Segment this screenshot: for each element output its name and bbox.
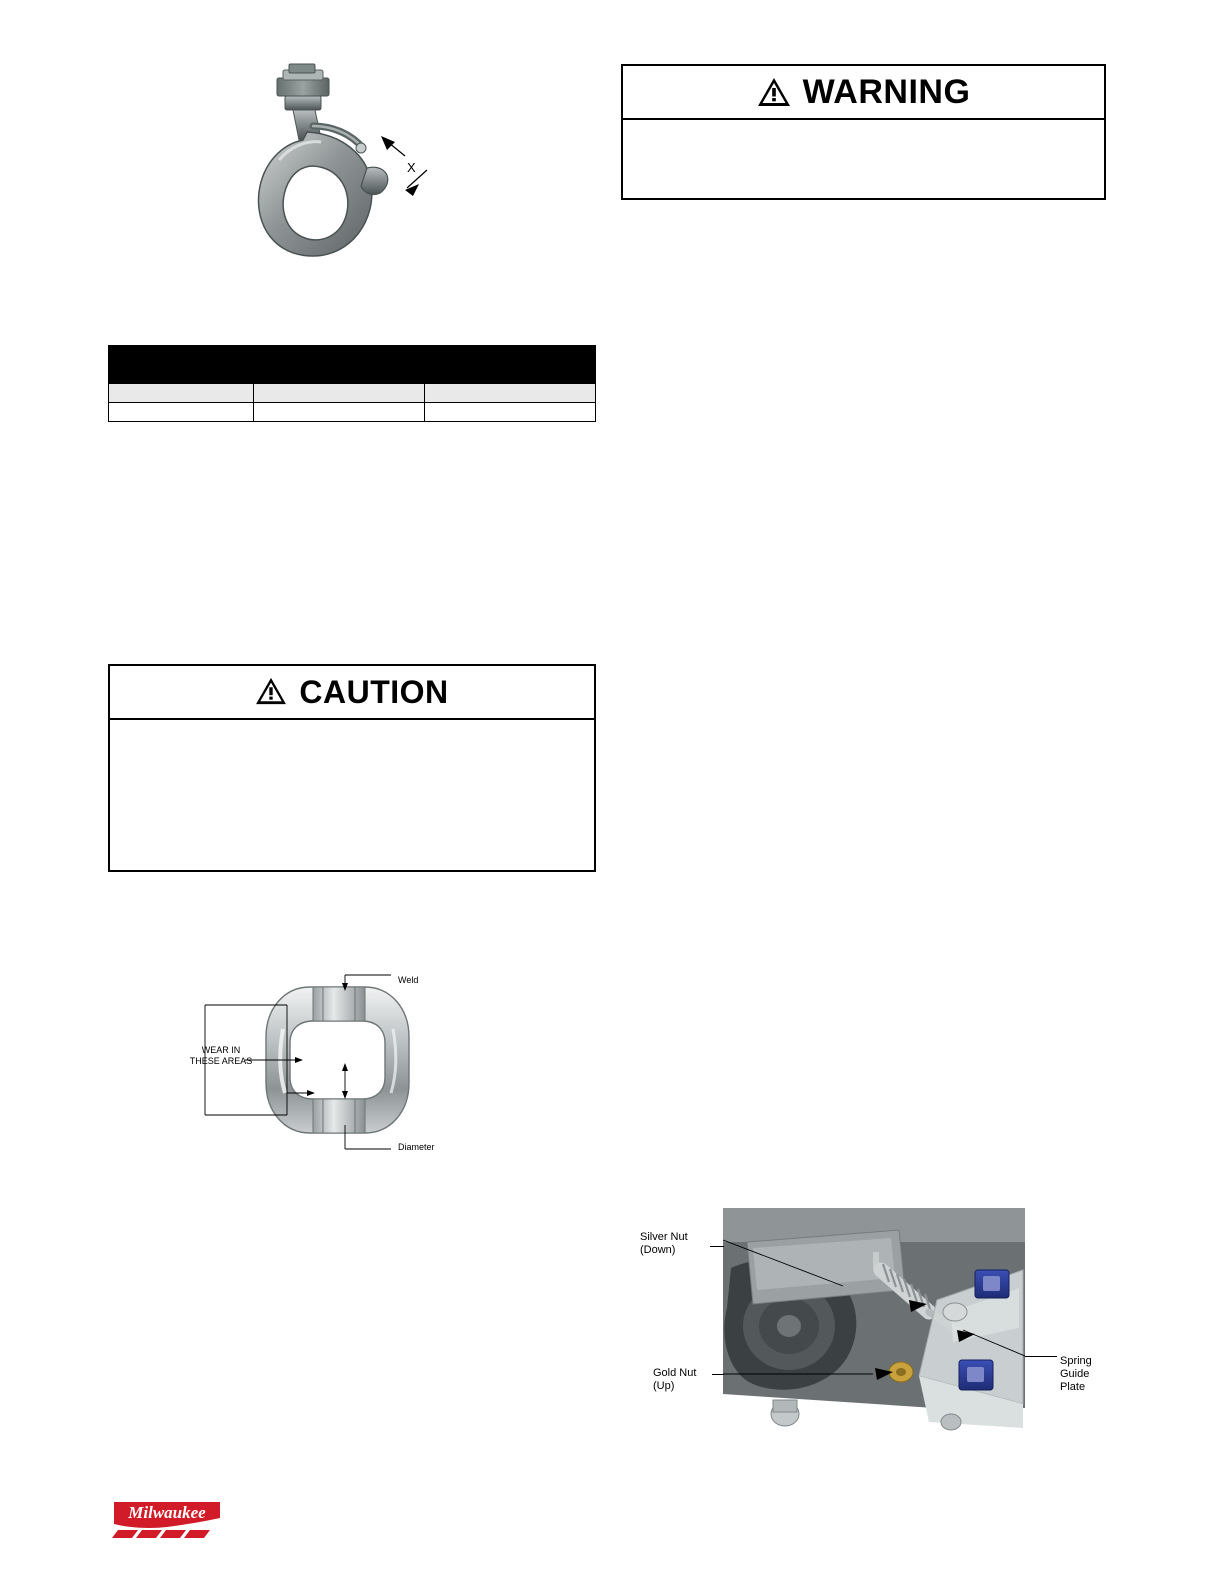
chain-label-wear-line2: THESE AREAS xyxy=(189,1056,253,1066)
photo-label-spring-line2: Guide xyxy=(1060,1368,1090,1381)
cell-r2c3 xyxy=(425,403,596,422)
caution-body xyxy=(110,720,594,870)
header-cell-col-b xyxy=(254,365,425,384)
alert-triangle-icon xyxy=(255,677,289,707)
hook-dimension-label: X xyxy=(407,160,416,175)
photo-label-gold-nut-line2: (Up) xyxy=(653,1380,675,1393)
photo-label-spring-line1: Spring xyxy=(1060,1355,1092,1367)
warning-body xyxy=(623,120,1104,198)
table-row xyxy=(109,384,596,403)
leader-spring-plate xyxy=(1025,1356,1057,1357)
caution-header xyxy=(110,666,594,720)
chain-label-diameter: Diameter xyxy=(398,1142,435,1152)
chain-label-weld: Weld xyxy=(398,975,419,985)
caution-title: CAUTION xyxy=(299,673,449,710)
svg-text:Milwaukee: Milwaukee xyxy=(128,1503,206,1522)
photo-label-silver-nut-line2: (Down) xyxy=(640,1244,676,1257)
table-row xyxy=(109,403,596,422)
photo-label-silver-nut-line1: Silver Nut xyxy=(640,1231,688,1243)
warning-title: WARNING xyxy=(802,72,971,111)
photo-label-gold-nut xyxy=(653,1367,696,1393)
leader-silver-nut xyxy=(710,1246,724,1247)
brake-photo xyxy=(723,1208,1025,1448)
photo-label-gold-nut-line1: Gold Nut xyxy=(653,1367,697,1379)
photo-label-spring-line3: Plate xyxy=(1060,1381,1086,1394)
caution-box xyxy=(108,664,596,872)
leader-gold-nut xyxy=(712,1374,724,1375)
warning-box xyxy=(621,64,1106,200)
milwaukee-logo xyxy=(112,1496,222,1538)
cell-r1c1 xyxy=(109,384,254,403)
cell-r2c2 xyxy=(254,403,425,422)
alert-triangle-icon xyxy=(757,77,791,107)
warning-header xyxy=(623,66,1104,120)
header-cell-group xyxy=(254,346,596,365)
header-cell-category xyxy=(109,346,254,384)
table-header-row-1 xyxy=(109,346,596,365)
hook-figure xyxy=(255,60,515,310)
photo-leader-lines xyxy=(723,1208,1025,1448)
cell-r1c3 xyxy=(425,384,596,403)
milwaukee-logo-icon xyxy=(112,1496,222,1538)
hook-specification-table xyxy=(108,345,596,422)
cell-r2c1 xyxy=(109,403,254,422)
hook-illustration xyxy=(255,60,515,310)
chain-link-figure xyxy=(189,965,495,1160)
header-cell-col-c xyxy=(425,365,596,384)
photo-label-spring-guide-plate xyxy=(1060,1355,1092,1395)
cell-r1c2 xyxy=(254,384,425,403)
chain-label-wear-line1: WEAR IN xyxy=(201,1045,241,1055)
photo-label-silver-nut xyxy=(640,1231,688,1257)
